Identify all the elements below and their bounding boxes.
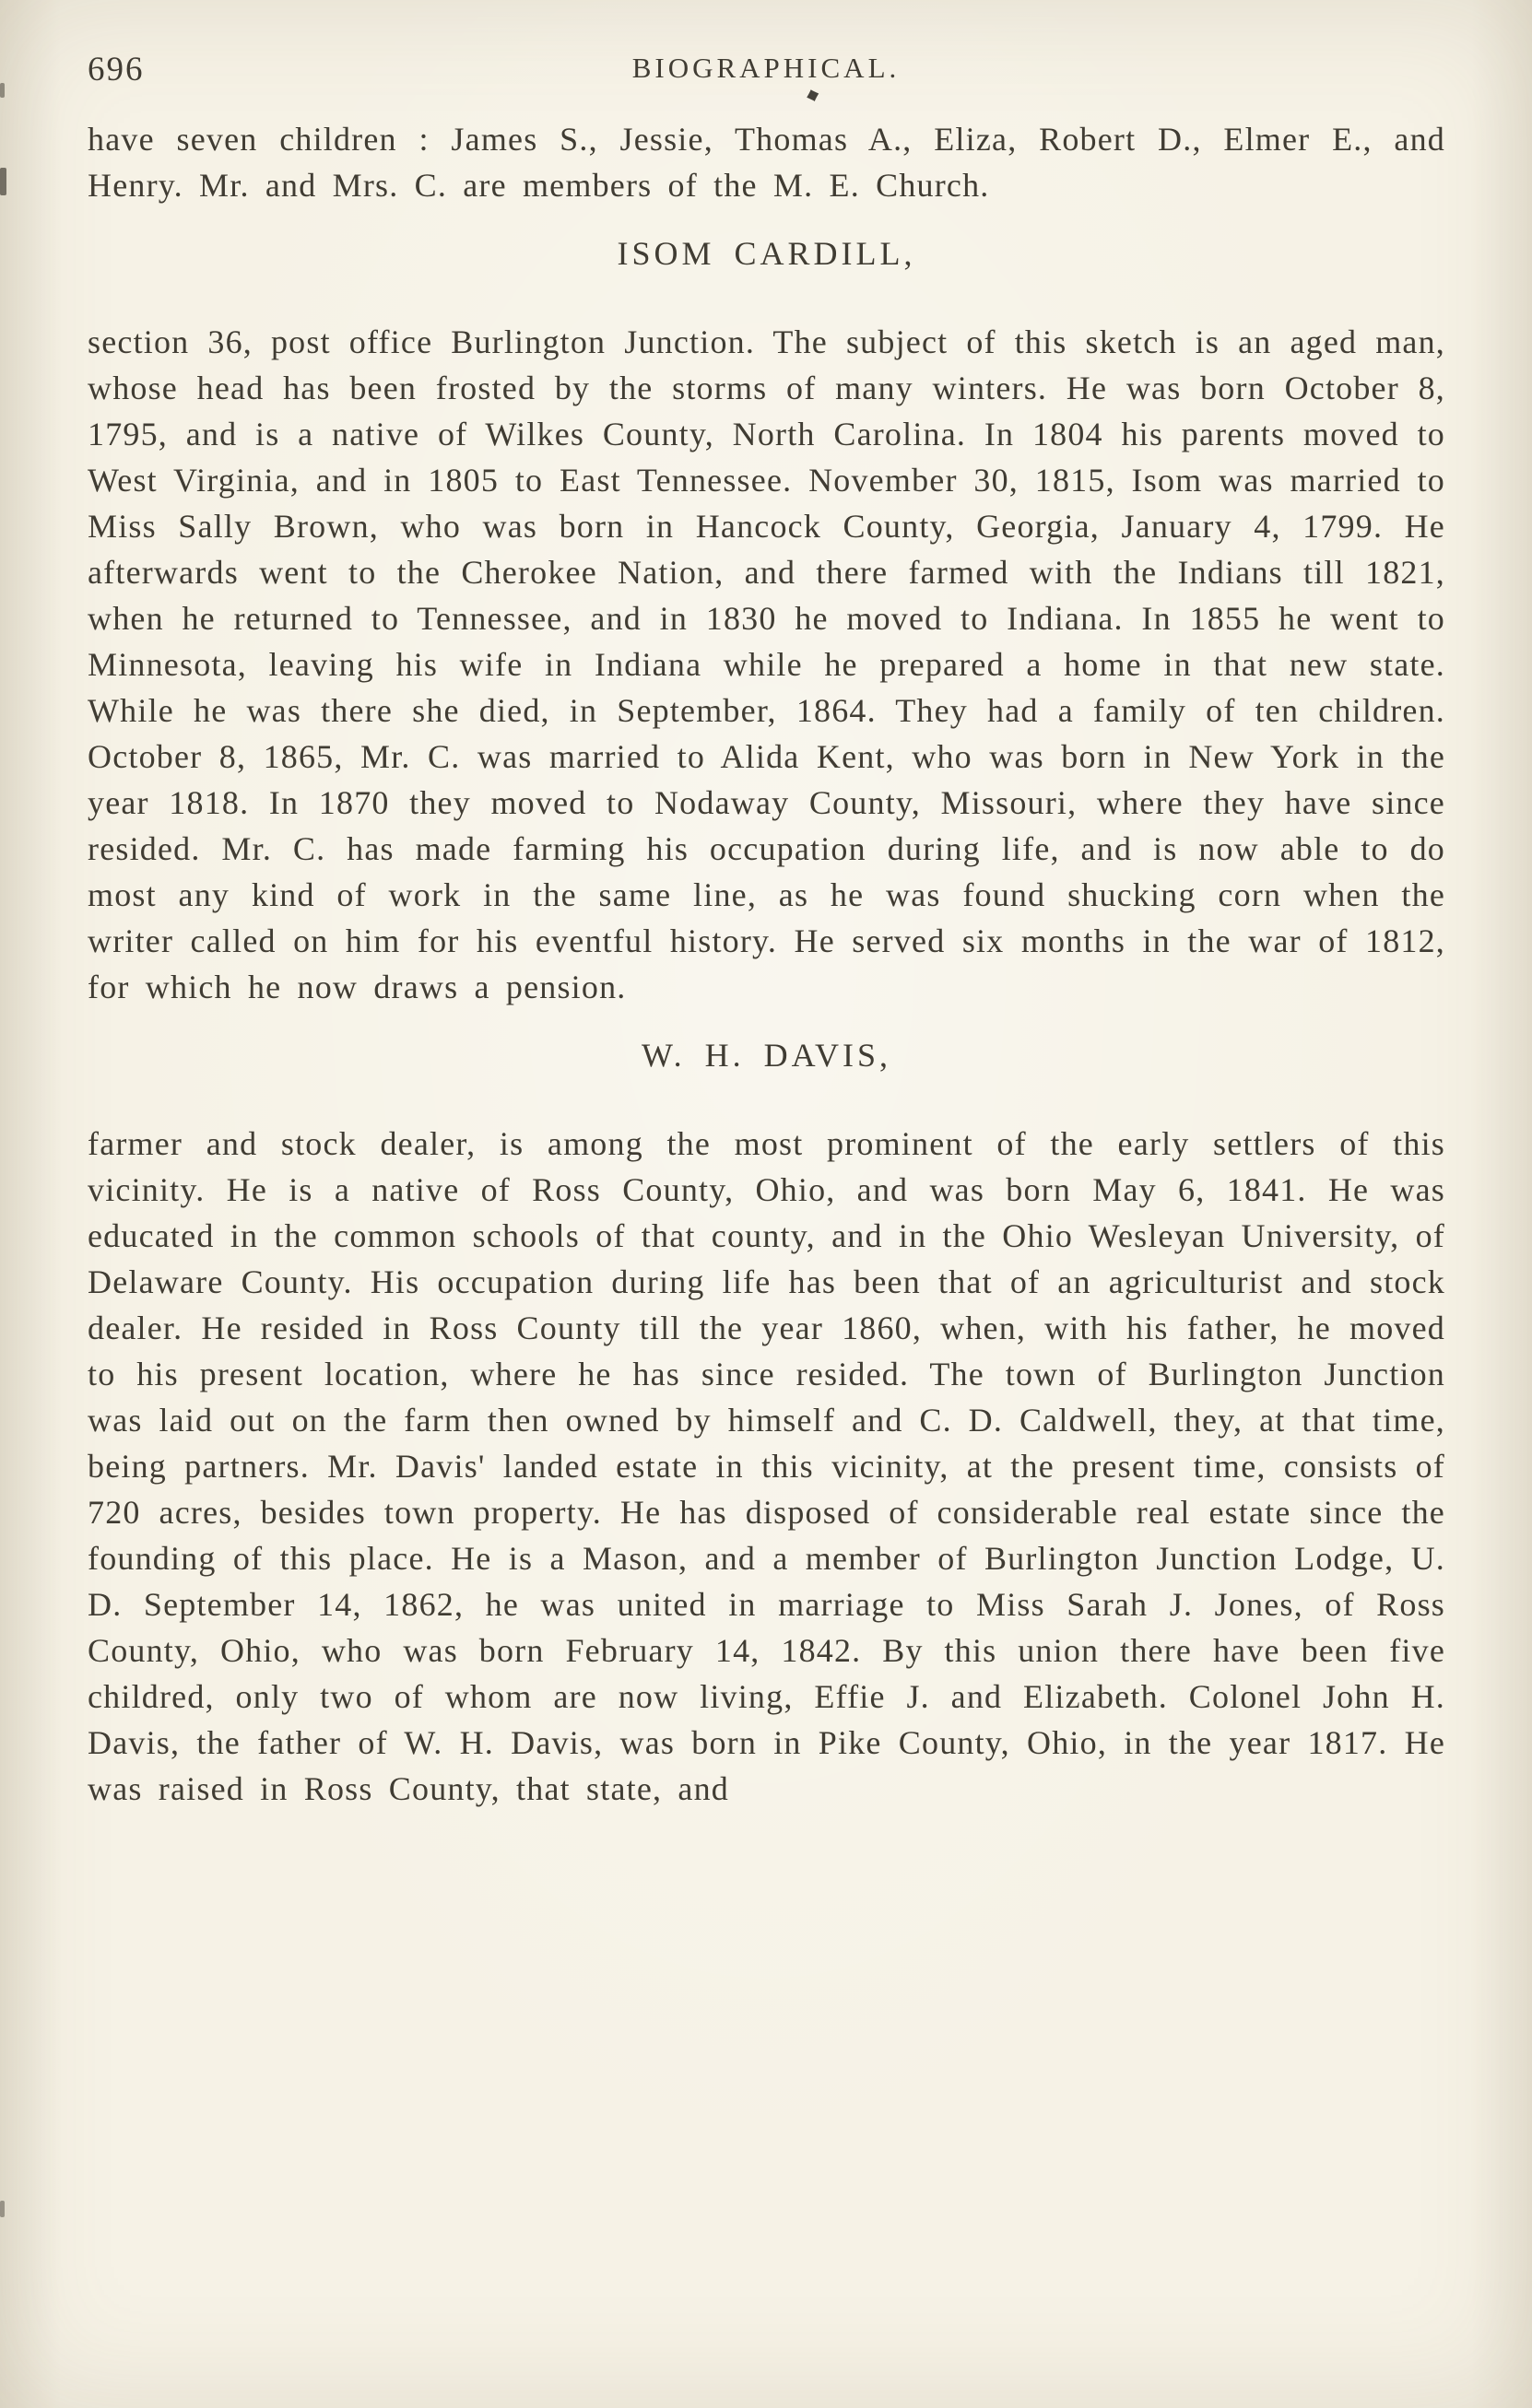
paragraph-isom-cardill: section 36, post office Burlington Junction. The subject of this sketch is an aged man, whose head has been frosted by the storms of many winters. He was born October 8, 1795, and is a native of Wilkes County, North Carolina. In 1804 his parents moved to West Virginia, and in 1805 to East Tennessee. November 30, 1815, Isom was married to Miss Sally Brown, who was born in Hancock County, Georgia, January 4, 1799. He afterwards went to the Cherokee Nation, and there farmed with the Indians till 1821, when he returned to Tennessee, and in 1830 he moved to Indiana. In 1855 he went to Minnesota, leaving his wife in Indiana while he prepared a home in that new state. While he was there she died, in September, 1864. They had a family of ten children. October 8, 1865, Mr. C. was married to Alida Kent, who was born in New York in the year 1818. In 1870 they moved to Nodaway County, Missouri, where they have since resided. Mr. C. has made farming his occupation during life, and is now able to do most any kind of work in the same line, as he was found shucking corn when the writer called on him for his eventful history. He served six months in the war of 1812, for which he now draws a pension. <box>88 323 1445 1005</box>
paragraph-continuation: have seven children : James S., Jessie, Thomas A., Eliza, Robert D., Elmer E., and Henry. Mr. and Mrs. C. are members of the M. E. Church. <box>88 121 1445 204</box>
section-heading-isom-cardill: ISOM CARDILL, <box>617 235 916 272</box>
scan-artifact <box>0 168 6 195</box>
ink-blot-mark: ♦ <box>802 81 823 108</box>
section-heading-w-h-davis: W. H. DAVIS, <box>641 1037 892 1074</box>
page-header <box>88 48 1444 92</box>
paragraph-w-h-davis: farmer and stock dealer, is among the most prominent of the early settlers of this vicinity. He is a native of Ross County, Ohio, and was born May 6, 1841. He was educated in the common schools of that county, and in the Ohio Wesleyan University, of Delaware County. His occupation during life has been that of an agriculturist and stock dealer. He resided in Ross County till the year 1860, when, with his father, he moved to his present location, where he has since resided. The town of Burlington Junction was laid out on the farm then owned by himself and C. D. Caldwell, they, at that time, being partners. Mr. Davis' landed estate in this vicinity, at the present time, consists of 720 acres, besides town property. He has disposed of considerable real estate since the founding of this place. He is a Mason, and a member of Burlington Junction Lodge, U. D. September 14, 1862, he was united in marriage to Miss Sarah J. Jones, of Ross County, Ohio, who was born February 14, 1842. By this union there have been five childred, only two of whom are now living, Effie J. and Elizabeth. Colonel John H. Davis, the father of W. H. Davis, was born in Pike County, Ohio, in the year 1817. He was raised in Ross County, that state, and <box>88 1125 1445 1807</box>
scan-artifact <box>0 83 5 98</box>
text-column <box>88 116 1445 1812</box>
page-number: 696 <box>88 51 145 88</box>
running-header: BIOGRAPHICAL. <box>631 52 901 84</box>
scan-artifact <box>0 2201 5 2217</box>
